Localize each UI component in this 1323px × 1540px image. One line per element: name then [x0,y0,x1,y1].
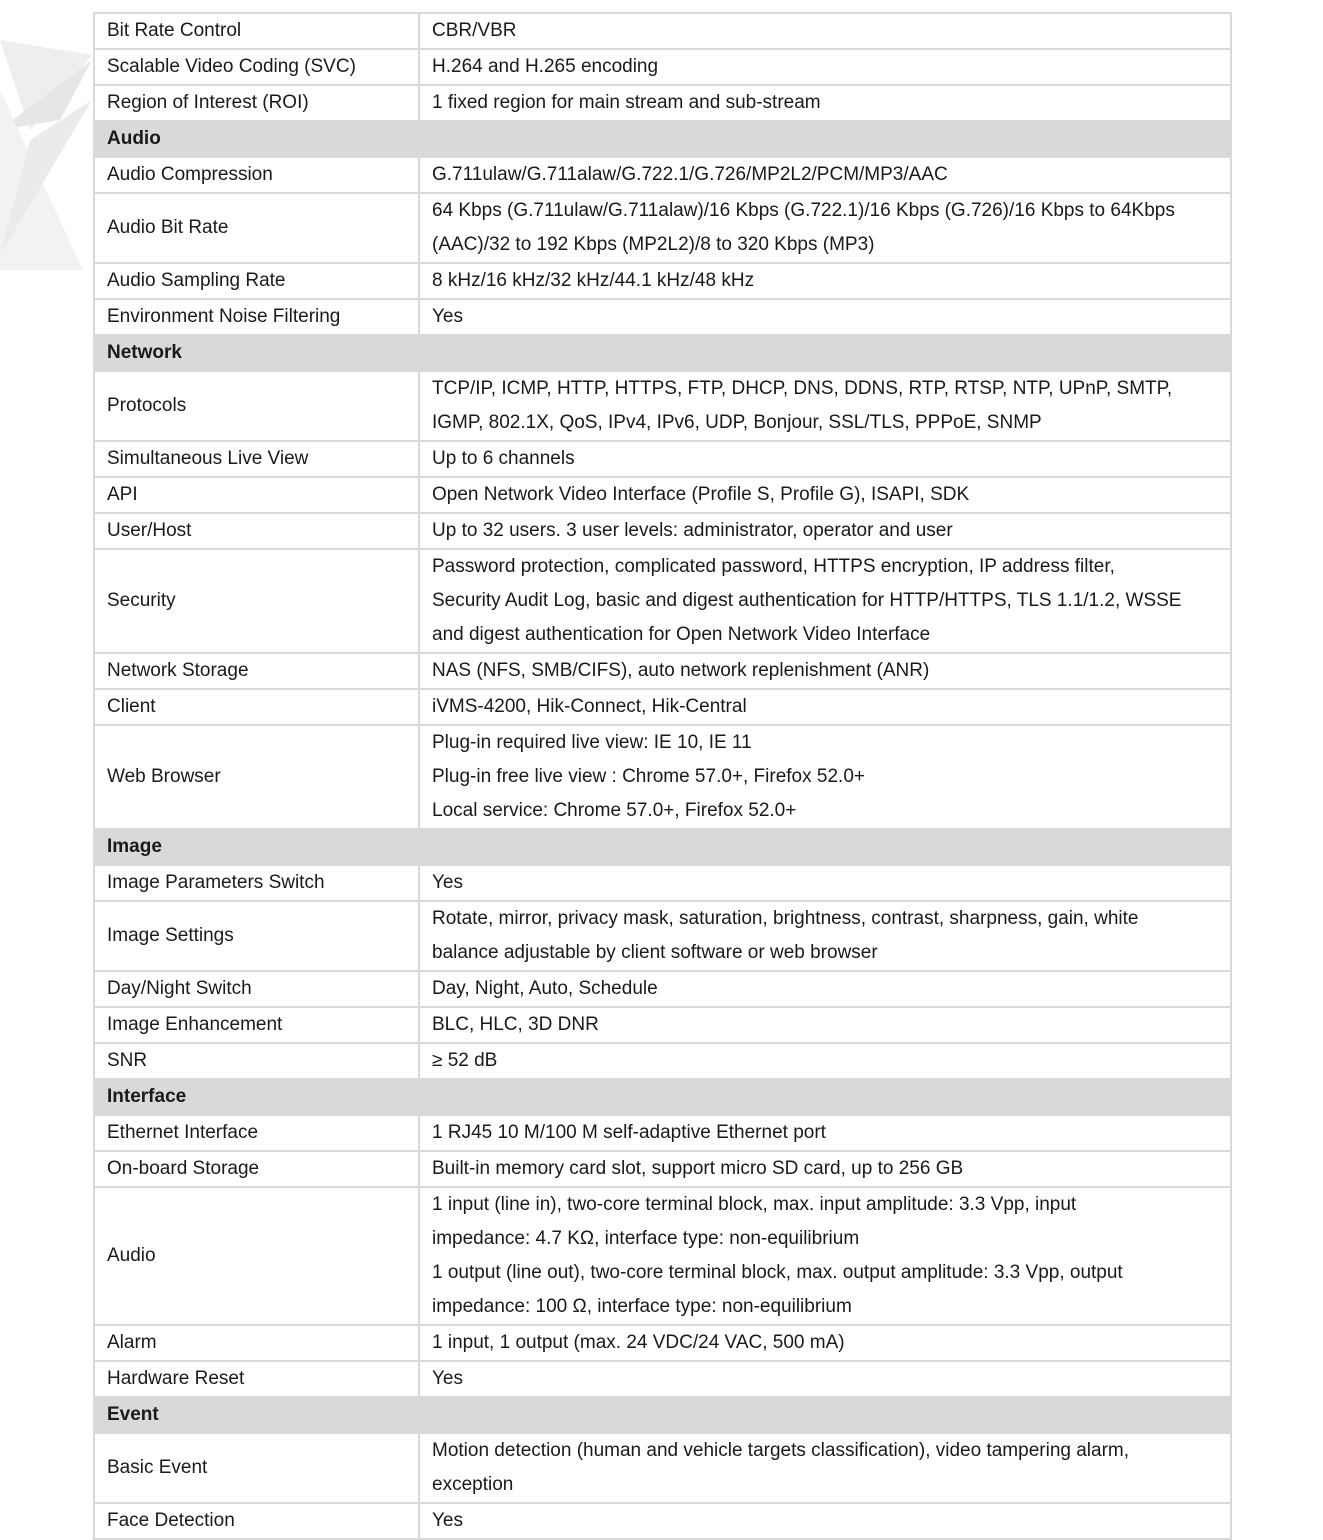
spec-label: Network Storage [94,653,419,689]
spec-value-line: Yes [432,306,463,327]
section-title: Interface [94,1079,1231,1115]
section-header [94,335,1231,371]
spec-value [419,653,1231,689]
spec-value [419,1151,1231,1187]
spec-value-line: Built-in memory card slot, support micro SD card, up to 256 GB [432,1158,964,1179]
table-row [94,299,1231,335]
spec-value-line: impedance: 100 Ω, interface type: non-equilibrium [432,1296,852,1317]
table-row [94,725,1231,829]
spec-label: Face Detection [94,1503,419,1539]
table-row [94,193,1231,263]
spec-label: On-board Storage [94,1151,419,1187]
spec-value [419,441,1231,477]
spec-value-line: balance adjustable by client software or web browser [432,942,878,963]
spec-value-line: 1 fixed region for main stream and sub-stream [432,92,821,113]
spec-value [419,477,1231,513]
spec-value [419,1503,1231,1539]
spec-label: Security [94,549,419,653]
spec-value [419,13,1231,49]
spec-value-line: CBR/VBR [432,20,517,41]
spec-value [419,1433,1231,1503]
spec-value-line: 8 kHz/16 kHz/32 kHz/44.1 kHz/48 kHz [432,270,755,291]
spec-value [419,1361,1231,1397]
table-row [94,513,1231,549]
table-row [94,1115,1231,1151]
section-header [94,121,1231,157]
spec-value-line: Day, Night, Auto, Schedule [432,978,658,999]
spec-value [419,85,1231,121]
spec-value-line: Up to 32 users. 3 user levels: administrator, operator and user [432,520,953,541]
spec-value-line: 1 RJ45 10 M/100 M self-adaptive Ethernet port [432,1122,826,1143]
spec-value [419,193,1231,263]
spec-value [419,1043,1231,1079]
spec-value-line: G.711ulaw/G.711alaw/G.722.1/G.726/MP2L2/PCM/MP3/AAC [432,164,948,185]
table-row [94,971,1231,1007]
spec-value-line: Plug-in required live view: IE 10, IE 11 [432,732,752,753]
table-row [94,1151,1231,1187]
spec-value [419,1325,1231,1361]
spec-label: Scalable Video Coding (SVC) [94,49,419,85]
table-row [94,689,1231,725]
spec-value [419,725,1231,829]
section-title: Image [94,829,1231,865]
section-title: Network [94,335,1231,371]
spec-label: Alarm [94,1325,419,1361]
spec-value-line: Security Audit Log, basic and digest authentication for HTTP/HTTPS, TLS 1.1/1.2, WSSE [432,590,1182,611]
spec-label: Audio Compression [94,157,419,193]
table-row [94,1043,1231,1079]
table-row [94,1187,1231,1325]
spec-value-line: IGMP, 802.1X, QoS, IPv4, IPv6, UDP, Bonjour, SSL/TLS, PPPoE, SNMP [432,412,1042,433]
spec-label: Bit Rate Control [94,13,419,49]
spec-value-line: Yes [432,872,463,893]
spec-value-line: TCP/IP, ICMP, HTTP, HTTPS, FTP, DHCP, DNS, DDNS, RTP, RTSP, NTP, UPnP, SMTP, [432,378,1173,399]
table-row [94,865,1231,901]
table-row [94,901,1231,971]
spec-label: Environment Noise Filtering [94,299,419,335]
brand-watermark-icon [0,0,100,270]
spec-value-line: Password protection, complicated password, HTTPS encryption, IP address filter, [432,556,1115,577]
spec-value-line: Open Network Video Interface (Profile S, Profile G), ISAPI, SDK [432,484,970,505]
table-row [94,1325,1231,1361]
spec-value-line: 64 Kbps (G.711ulaw/G.711alaw)/16 Kbps (G.722.1)/16 Kbps (G.726)/16 Kbps to 64Kbps [432,200,1175,221]
spec-label: Protocols [94,371,419,441]
table-row [94,1361,1231,1397]
spec-value-line: Yes [432,1510,463,1531]
spec-value-line: exception [432,1474,514,1495]
section-title: Audio [94,121,1231,157]
table-row [94,263,1231,299]
spec-value-line: Motion detection (human and vehicle targets classification), video tampering alarm, [432,1440,1130,1461]
table-row [94,1503,1231,1539]
spec-value-line: Local service: Chrome 57.0+, Firefox 52.0+ [432,800,797,821]
spec-value [419,371,1231,441]
spec-value-line: and digest authentication for Open Network Video Interface [432,624,931,645]
spec-value [419,1007,1231,1043]
spec-value-line: iVMS-4200, Hik-Connect, Hik-Central [432,696,747,717]
table-row [94,1007,1231,1043]
spec-label: Ethernet Interface [94,1115,419,1151]
spec-label: Web Browser [94,725,419,829]
spec-value [419,549,1231,653]
spec-label: Audio Sampling Rate [94,263,419,299]
spec-value [419,299,1231,335]
spec-value-line: Rotate, mirror, privacy mask, saturation, brightness, contrast, sharpness, gain, white [432,908,1139,929]
spec-value-line: Plug-in free live view : Chrome 57.0+, Firefox 52.0+ [432,766,865,787]
table-row [94,653,1231,689]
spec-label: User/Host [94,513,419,549]
spec-label: Simultaneous Live View [94,441,419,477]
spec-label: API [94,477,419,513]
spec-value-line: Up to 6 channels [432,448,575,469]
spec-value-line: 1 input, 1 output (max. 24 VDC/24 VAC, 500 mA) [432,1332,845,1353]
table-row [94,1433,1231,1503]
spec-value-line: Yes [432,1368,463,1389]
spec-value-line: (AAC)/32 to 192 Kbps (MP2L2)/8 to 320 Kbps (MP3) [432,234,875,255]
table-row [94,49,1231,85]
spec-value-line: 1 output (line out), two-core terminal block, max. output amplitude: 3.3 Vpp, output [432,1262,1123,1283]
table-row [94,549,1231,653]
spec-value-line: NAS (NFS, SMB/CIFS), auto network replenishment (ANR) [432,660,930,681]
table-row [94,441,1231,477]
spec-value-line: impedance: 4.7 KΩ, interface type: non-equilibrium [432,1228,860,1249]
spec-label: Audio Bit Rate [94,193,419,263]
spec-label: Hardware Reset [94,1361,419,1397]
table-row [94,477,1231,513]
spec-value-line: BLC, HLC, 3D DNR [432,1014,599,1035]
section-header [94,1397,1231,1433]
spec-label: Day/Night Switch [94,971,419,1007]
table-row [94,157,1231,193]
spec-value [419,689,1231,725]
spec-label: Basic Event [94,1433,419,1503]
spec-label: SNR [94,1043,419,1079]
section-title: Event [94,1397,1231,1433]
table-row [94,85,1231,121]
spec-value [419,971,1231,1007]
spec-value [419,157,1231,193]
spec-label: Client [94,689,419,725]
table-row [94,371,1231,441]
spec-label: Audio [94,1187,419,1325]
spec-value [419,513,1231,549]
spec-table [93,12,1232,1540]
spec-label: Region of Interest (ROI) [94,85,419,121]
spec-value [419,865,1231,901]
spec-value-line: 1 input (line in), two-core terminal block, max. input amplitude: 3.3 Vpp, input [432,1194,1077,1215]
section-header [94,829,1231,865]
spec-label: Image Enhancement [94,1007,419,1043]
spec-value-line: H.264 and H.265 encoding [432,56,659,77]
spec-value-line: ≥ 52 dB [432,1050,498,1071]
spec-label: Image Settings [94,901,419,971]
spec-value [419,49,1231,85]
table-row [94,13,1231,49]
section-header [94,1079,1231,1115]
spec-value [419,1187,1231,1325]
spec-value [419,901,1231,971]
spec-label: Image Parameters Switch [94,865,419,901]
spec-value [419,263,1231,299]
spec-value [419,1115,1231,1151]
